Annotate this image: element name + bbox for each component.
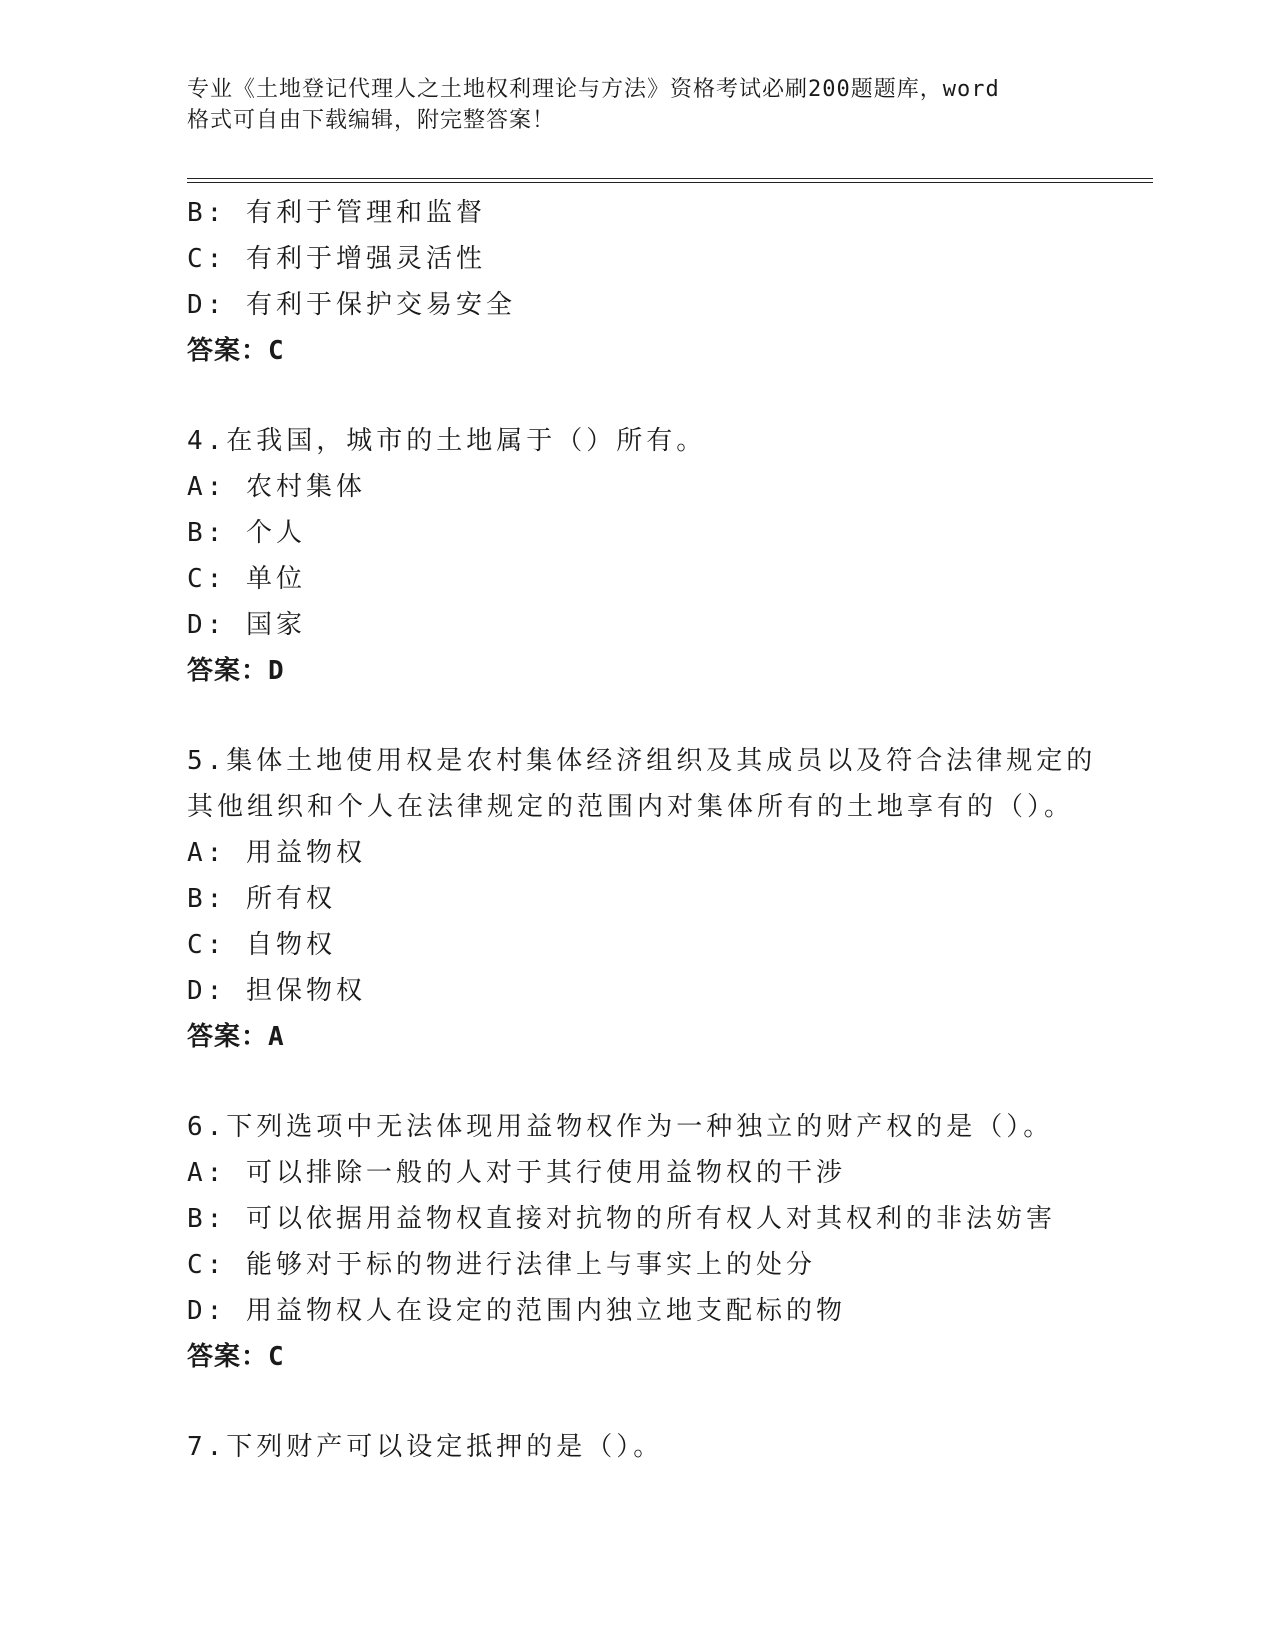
question-block-6: [187, 1104, 1153, 1380]
question-text: 7.下列财产可以设定抵押的是（）。: [187, 1432, 664, 1462]
answer-line: 答案：A: [187, 1022, 285, 1052]
answer-line: 答案：C: [187, 1342, 285, 1372]
option-b: B: 可以依据用益物权直接对抗物的所有权人对其权利的非法妨害: [187, 1204, 1056, 1234]
question-block-3: [187, 190, 1153, 374]
answer-line: 答案：D: [187, 656, 285, 686]
option-c: C: 自物权: [187, 930, 336, 960]
option-a: A: 用益物权: [187, 838, 366, 868]
spacer: [187, 374, 1153, 418]
question-block-7: [187, 1424, 1153, 1470]
option-d: D: 担保物权: [187, 976, 366, 1006]
option-d: D: 国家: [187, 610, 306, 640]
option-b: B: 有利于管理和监督: [187, 198, 486, 228]
option-c: C: 能够对于标的物进行法律上与事实上的处分: [187, 1250, 816, 1280]
spacer: [187, 1060, 1153, 1104]
option-c: C: 单位: [187, 564, 306, 594]
option-a: A: 农村集体: [187, 472, 366, 502]
spacer: [187, 1380, 1153, 1424]
header-divider-bottom: [187, 182, 1153, 183]
option-b: B: 所有权: [187, 884, 336, 914]
question-block-4: [187, 418, 1153, 694]
question-text-line-1: 5.集体土地使用权是农村集体经济组织及其成员以及符合法律规定的: [187, 746, 1097, 776]
header-line-1: 专业《土地登记代理人之土地权利理论与方法》资格考试必刷200题题库，word: [187, 77, 1000, 102]
question-text-line-2: 其他组织和个人在法律规定的范围内对集体所有的土地享有的（）。: [187, 792, 1075, 822]
header-line-2: 格式可自由下载编辑，附完整答案！: [187, 108, 556, 133]
spacer: [187, 694, 1153, 738]
option-d: D: 有利于保护交易安全: [187, 290, 516, 320]
question-text: 6.下列选项中无法体现用益物权作为一种独立的财产权的是（）。: [187, 1112, 1054, 1142]
question-list: [187, 190, 1153, 1470]
option-b: B: 个人: [187, 518, 306, 548]
question-block-5: [187, 738, 1153, 1060]
header-divider-top: [187, 178, 1153, 179]
option-c: C: 有利于增强灵活性: [187, 244, 486, 274]
option-d: D: 用益物权人在设定的范围内独立地支配标的物: [187, 1296, 846, 1326]
answer-line: 答案：C: [187, 336, 285, 366]
document-header: [187, 74, 1067, 136]
option-a: A: 可以排除一般的人对于其行使用益物权的干涉: [187, 1158, 846, 1188]
question-text: 4.在我国，城市的土地属于（）所有。: [187, 426, 707, 456]
